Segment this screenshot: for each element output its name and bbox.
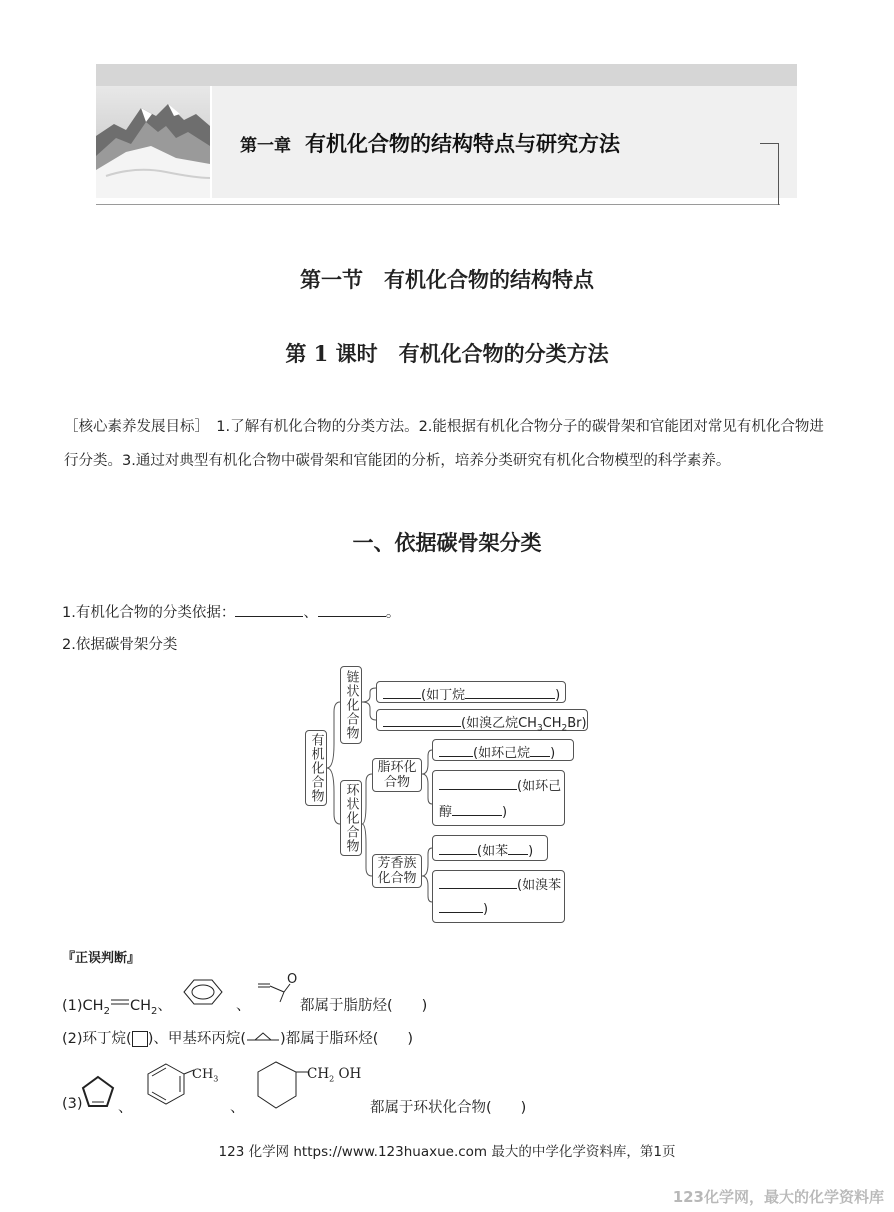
j1-ch: (1)CH [62,998,104,1014]
ch2oh-label [307,1066,361,1084]
banner-bottom-line [96,198,780,205]
chain-ex1-end: ) [555,688,561,703]
aro-ex2-blank[interactable] [439,875,517,889]
mountain-image [96,86,210,198]
chain-ex2-sub1: 3 [536,723,543,734]
page-footer: 123 化学网 https://www.123huaxue.com 最大的中学化学资料库，第1页 [218,1144,676,1160]
learning-goals [64,410,830,478]
chain-ex1-blank[interactable] [383,685,421,699]
goals-text: 1.了解有机化合物的分类方法。2.能根据有机化合物分子的碳骨架和官能团对常见有机化合物进行分类。3.通过对典型有机化合物中碳骨架和官能团的分析，培养分类研究有机化合物模型的科学素养。 [64,419,824,469]
ali-ex1-text: (如环己烷 [473,746,531,761]
j2-end: )都属于脂环烃( ) [280,1031,414,1047]
aromatic-example-1 [432,835,548,861]
ch2oh-sub: 2 [329,1074,335,1084]
ch3-sub: 3 [213,1074,219,1084]
chapter-label: 第一章 [240,136,291,156]
aro-ex2-end: ) [483,902,489,917]
ch2oh-text: CH [307,1066,330,1082]
j1-sub: 2 [103,1005,110,1017]
j2-prefix: (2)环丁烷( [62,1031,132,1047]
benzene-structure-icon [180,978,226,1010]
alicyclic-example-2 [432,770,565,826]
j3-sep2: 、 [230,1100,245,1116]
ali-ex1-blank-2[interactable] [530,743,550,757]
chain-example-1 [376,681,566,703]
judge-question-2 [62,1027,413,1048]
aromatic-box [372,854,422,888]
ali-ex2-end: ) [502,805,508,820]
chain-ex1-blank-2[interactable] [465,685,555,699]
aro-ex1-end: ) [528,844,534,859]
ali-ex2-blank[interactable] [439,776,517,790]
aromatic-label: 芳香族化合物 [377,856,417,886]
subsection-title: 一、依据碳骨架分类 [352,530,542,555]
q1-sep: 、 [303,605,318,621]
chapter-title [240,128,620,158]
alicyclic-example-1 [432,739,574,761]
question-1 [62,601,400,622]
aro-ex1-blank[interactable] [439,841,477,855]
chain-ex1-text: (如丁烷 [421,688,466,703]
aro-ex1-blank-2[interactable] [508,841,528,855]
double-bond-icon [110,993,130,1009]
chain-ex2-end: Br) [567,716,587,731]
alicyclic-label: 脂环化合物 [377,760,417,790]
aro-ex2-text: (如溴苯 [517,878,562,893]
goals-tag: ［核心素养发展目标］ [64,419,202,435]
chain-ex2-text: (如溴乙烷CH [461,716,537,731]
j1-end: 都属于脂肪烃( ) [300,998,428,1014]
j1-sub2: 2 [150,1005,158,1017]
banner-corner-line [760,143,779,205]
j1-sep2: 、 [236,998,251,1014]
chapter-name: 有机化合物的结构特点与研究方法 [305,132,620,156]
ali-ex2-line2: 醇 [439,805,453,820]
chain-ex2-mid: CH [542,716,562,731]
j1-sep: 、 [157,998,172,1014]
j3-end: 都属于环状化合物( ) [370,1100,527,1116]
q1-text: 1.有机化合物的分类依据： [62,605,236,621]
aro-ex2-blank-2[interactable] [439,899,483,913]
j3-prefix: (3) [62,1096,83,1112]
lesson-title: 第 1 课时 有机化合物的分类方法 [285,341,609,366]
section-title: 第一节 有机化合物的结构特点 [300,267,594,292]
cyclobutane-icon [132,1031,148,1047]
ali-ex2-text: (如环己 [517,779,562,794]
ali-ex2-blank-2[interactable] [452,802,502,816]
j1-ch2: CH [129,998,151,1014]
question-2: 2.依据碳骨架分类 [62,637,178,653]
chain-compound-box: 链状化合物 [340,666,362,744]
q1-blank-2[interactable] [318,602,386,617]
classification-diagram [300,664,600,928]
alicyclic-box [372,758,422,792]
methylcyclopropane-icon [246,1030,280,1048]
j2-mid: )、甲基环丙烷( [147,1031,247,1047]
judge-title: 『正误判断』 [62,951,141,966]
watermark: 123化学网，最大的化学资料库 [672,1188,884,1206]
ch3-label [192,1067,218,1084]
chain-ex2-sub2: 2 [561,723,568,734]
cyclopentene-icon [80,1074,116,1114]
root-box: 有机化合物 [305,730,327,806]
j3-sep: 、 [118,1100,133,1116]
oxygen-label: O [287,972,298,987]
q1-end: 。 [385,605,401,621]
cyclohexylmethanol-icon [254,1058,310,1118]
banner-top-bar [96,64,797,86]
aro-ex1-text: (如苯 [477,844,509,859]
chain-ex2-blank[interactable] [383,713,461,727]
q1-blank-1[interactable] [235,602,303,617]
toluene-structure-icon [142,1060,194,1114]
judge-question-1 [62,994,172,1017]
ali-ex1-blank[interactable] [439,743,473,757]
aromatic-example-2 [432,870,565,923]
ali-ex1-end: ) [550,746,556,761]
ch3-text: CH [192,1067,214,1082]
ring-compound-box: 环状化合物 [340,780,362,856]
chain-example-2 [376,709,588,734]
ch2oh-oh: OH [334,1066,362,1082]
